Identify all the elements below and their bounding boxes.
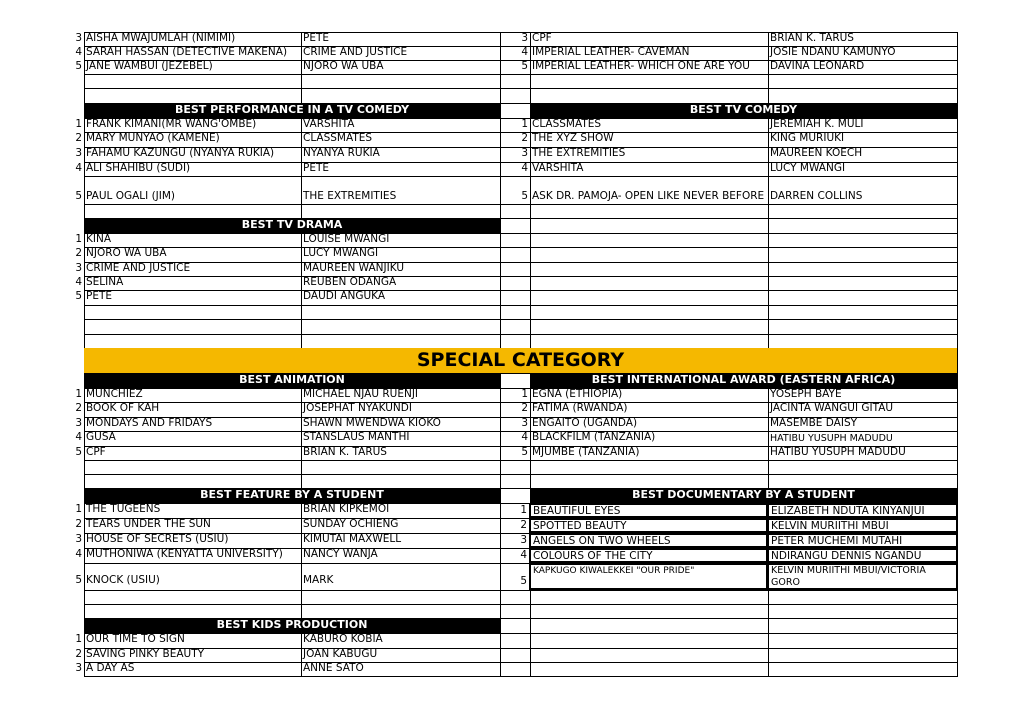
row-number: 1	[75, 233, 82, 245]
nominee-producer[interactable]: KELVIN MURIITHI MBUI/VICTORIA GORO	[771, 565, 926, 588]
nominee-producer[interactable]: JOAN KABUGU	[303, 648, 378, 660]
nominee-name[interactable]: JANE WAMBUI (JEZEBEL)	[86, 60, 213, 72]
row-number: 5	[521, 446, 528, 458]
row-number: 4	[75, 276, 82, 288]
row-number: 1	[75, 503, 82, 515]
category-header-tv-comedy: BEST TV COMEDY	[530, 103, 957, 118]
nominee-producer[interactable]: SHAWN MWENDWA KIOKO	[303, 417, 441, 429]
row-number: 2	[75, 132, 82, 144]
nominee-title[interactable]: ASK DR. PAMOJA- OPEN LIKE NEVER BEFORE	[532, 190, 765, 202]
grid-line	[84, 590, 958, 591]
nominee-name[interactable]: SARAH HASSAN (DETECTIVE MAKENA)	[86, 46, 288, 58]
nominee-title[interactable]: CPF	[532, 32, 552, 44]
nominee-producer[interactable]: LOUISE MWANGI	[303, 233, 390, 245]
grid-line	[84, 474, 958, 475]
nominee-producer[interactable]: DAVINA LEONARD	[770, 60, 865, 72]
category-header-feature-student: BEST FEATURE BY A STUDENT	[84, 488, 500, 503]
nominee-producer[interactable]: LUCY MWANGI	[770, 162, 846, 174]
row-number: 2	[75, 648, 82, 660]
nominee-producer[interactable]: YOSEPH BAYE	[770, 388, 842, 400]
row-number: 4	[75, 46, 82, 58]
nominee-title[interactable]: GUSA	[86, 431, 116, 443]
grid-line	[500, 32, 501, 348]
grid-line	[84, 176, 958, 177]
nominee-title[interactable]: TEARS UNDER THE SUN	[86, 518, 211, 530]
nominee-producer[interactable]: MASEMBE DAISY	[770, 417, 858, 429]
special-category-banner: SPECIAL CATEGORY	[84, 348, 957, 373]
nominee-producer[interactable]: REUBEN ODANGA	[303, 276, 397, 288]
nominee-title[interactable]: NJORO WA UBA	[86, 247, 167, 259]
nominee-show[interactable]: CRIME AND JUSTICE	[303, 46, 408, 58]
category-header-tv-comedy-performance: BEST PERFORMANCE IN A TV COMEDY	[84, 103, 500, 118]
row-number: 5	[521, 60, 528, 72]
row-number: 4	[521, 431, 528, 443]
nominee-producer[interactable]: MARK	[303, 574, 334, 586]
grid-line	[84, 460, 958, 461]
row-number: 5	[520, 575, 527, 587]
row-number: 3	[75, 662, 82, 674]
nominee-producer[interactable]: PETER MUCHEMI MUTAHI	[771, 535, 903, 547]
nominee-producer[interactable]: KABURO KOBIA	[303, 633, 383, 645]
row-number: 5	[75, 290, 82, 302]
grid-line	[84, 88, 958, 89]
nominee-producer[interactable]: ELIZABETH NDUTA KINYANJUI	[771, 505, 925, 517]
row-number: 3	[75, 417, 82, 429]
category-header-international: BEST INTERNATIONAL AWARD (EASTERN AFRICA)	[530, 373, 957, 388]
row-number: 1	[520, 504, 527, 516]
nominee-title[interactable]: IMPERIAL LEATHER- CAVEMAN	[532, 46, 690, 58]
nominee-title[interactable]: THE XYZ SHOW	[532, 132, 614, 144]
nominee-title[interactable]: THE TUGEENS	[86, 503, 161, 515]
nominee-name[interactable]: MARY MUNYAO (KAMENE)	[86, 132, 220, 144]
category-header-animation: BEST ANIMATION	[84, 373, 500, 388]
nominee-producer[interactable]: DARREN COLLINS	[770, 190, 863, 202]
category-header-tv-drama: BEST TV DRAMA	[84, 218, 500, 233]
nominee-title[interactable]: THE EXTREMITIES	[532, 147, 626, 159]
nominee-producer[interactable]: STANSLAUS MANTHI	[303, 431, 410, 443]
nominee-title[interactable]: ANGELS ON TWO WHEELS	[533, 535, 671, 547]
nominee-title[interactable]: BOOK OF KAH	[86, 402, 160, 414]
nominee-producer[interactable]: ANNE SATO	[303, 662, 364, 674]
nominee-title[interactable]: CPF	[86, 446, 106, 458]
nominee-show[interactable]: VARSHITA	[303, 118, 355, 130]
nominee-producer[interactable]: BRIAN K. TARUS	[770, 32, 854, 44]
row-number: 2	[521, 132, 528, 144]
nominee-title[interactable]: PETE	[86, 290, 113, 302]
nominee-producer[interactable]: NDIRANGU DENNIS NGANDU	[771, 550, 922, 562]
row-number: 3	[520, 534, 527, 546]
row-number: 3	[75, 147, 82, 159]
grid-line	[84, 305, 958, 306]
row-number: 1	[75, 633, 82, 645]
nominee-name[interactable]: FAHAMU KAZUNGU (NYANYA RUKIA)	[86, 147, 275, 159]
nominee-title[interactable]: VARSHITA	[532, 162, 584, 174]
nominee-title[interactable]: SAVING PINKY BEAUTY	[86, 648, 205, 660]
nominee-show[interactable]: NJORO WA UBA	[303, 60, 384, 72]
nominee-show[interactable]: NYANYA RUKIA	[303, 147, 380, 159]
row-number: 3	[75, 32, 82, 44]
grid-line	[84, 604, 958, 605]
row-number: 4	[521, 46, 528, 58]
nominee-title[interactable]: KAPKUGO KIWALEKKEI "OUR PRIDE"	[533, 566, 695, 576]
row-number: 2	[75, 402, 82, 414]
nominee-title[interactable]: COLOURS OF THE CITY	[533, 550, 653, 562]
nominee-title[interactable]: HOUSE OF SECRETS (USIU)	[86, 533, 229, 545]
nominee-title[interactable]: SPOTTED BEAUTY	[533, 520, 627, 532]
nominee-producer[interactable]: JOSEPHAT NYAKUNDI	[303, 402, 412, 414]
nominee-producer[interactable]: BRIAN K. TARUS	[303, 446, 387, 458]
nominee-title[interactable]: MJUMBE (TANZANIA)	[532, 446, 640, 458]
row-number: 2	[75, 247, 82, 259]
category-header-documentary-student: BEST DOCUMENTARY BY A STUDENT	[530, 488, 957, 503]
nominee-title[interactable]: A DAY AS	[86, 662, 135, 674]
row-number: 2	[521, 402, 528, 414]
row-number: 4	[75, 431, 82, 443]
row-number: 1	[521, 388, 528, 400]
nominee-producer[interactable]: MAUREEN WANJIKU	[303, 262, 405, 274]
nominee-producer[interactable]: KING MURIUKI	[770, 132, 845, 144]
nominee-producer[interactable]: MAUREEN KOECH	[770, 147, 863, 159]
row-number: 5	[75, 446, 82, 458]
nominee-producer[interactable]: KELVIN MURIITHI MBUI	[771, 520, 889, 532]
nominee-title[interactable]: ENGAITO (UGANDA)	[532, 417, 638, 429]
row-number: 3	[521, 417, 528, 429]
row-number: 3	[521, 32, 528, 44]
row-number: 1	[75, 118, 82, 130]
grid-line	[84, 74, 958, 75]
nominee-title[interactable]: KNOCK (USIU)	[86, 574, 160, 586]
nominee-producer[interactable]: HATIBU YUSUPH MADUDU	[770, 433, 893, 444]
row-number: 5	[75, 574, 82, 586]
nominee-producer[interactable]: JOSIE NDANU KAMUNYO	[770, 46, 896, 58]
row-number: 2	[75, 518, 82, 530]
nominee-title[interactable]: IMPERIAL LEATHER- WHICH ONE ARE YOU	[532, 60, 750, 72]
nominee-title[interactable]: KINA	[86, 233, 112, 245]
row-number: 3	[75, 533, 82, 545]
row-number: 5	[75, 190, 82, 202]
nominee-name[interactable]: FRANK KIMANI(MR WANG'OMBE)	[86, 118, 257, 130]
nominee-producer[interactable]: JEREMIAH K. MULI	[770, 118, 864, 130]
nominee-name[interactable]: PAUL OGALI (JIM)	[86, 190, 176, 202]
row-number: 5	[521, 190, 528, 202]
nominee-title[interactable]: MONDAYS AND FRIDAYS	[86, 417, 213, 429]
row-number: 3	[75, 262, 82, 274]
row-number: 4	[521, 162, 528, 174]
nominee-name[interactable]: ALI SHAHIBU (SUDI)	[86, 162, 191, 174]
nominee-title[interactable]: OUR TIME TO SIGN	[86, 633, 185, 645]
nominee-title[interactable]: BLACKFILM (TANZANIA)	[532, 431, 656, 443]
row-number: 1	[521, 118, 528, 130]
nominee-producer[interactable]: MICHAEL NJAU RUENJI	[303, 388, 419, 400]
row-number: 4	[75, 162, 82, 174]
nominee-title[interactable]: FATIMA (RWANDA)	[532, 402, 628, 414]
nominee-producer[interactable]: HATIBU YUSUPH MADUDU	[770, 446, 906, 458]
row-number: 1	[75, 388, 82, 400]
nominee-show[interactable]: THE EXTREMITIES	[303, 190, 397, 202]
nominee-show[interactable]: CLASSMATES	[303, 132, 373, 144]
nominee-title[interactable]: SELINA	[86, 276, 124, 288]
nominee-name[interactable]: AISHA MWAJUMLAH (NIMIMI)	[86, 32, 236, 44]
nominee-title[interactable]: BEAUTIFUL EYES	[533, 505, 621, 517]
nominee-producer[interactable]: SUNDAY OCHIENG	[303, 518, 399, 530]
category-header-kids-production: BEST KIDS PRODUCTION	[84, 618, 500, 633]
nominee-show[interactable]: PETE	[303, 32, 330, 44]
nominee-producer[interactable]: NANCY WANJA	[303, 548, 378, 560]
grid-line	[84, 319, 958, 320]
grid-line	[84, 334, 958, 335]
nominee-title[interactable]: CLASSMATES	[532, 118, 602, 130]
grid-line	[500, 373, 501, 677]
nominee-title[interactable]: MUNCHIEZ	[86, 388, 143, 400]
row-number: 4	[520, 549, 527, 561]
nominee-title[interactable]: MUTHONIWA (KENYATTA UNIVERSITY)	[86, 548, 283, 560]
grid-line	[84, 204, 958, 205]
nominee-show[interactable]: PETE	[303, 162, 330, 174]
nominee-producer[interactable]: LUCY MWANGI	[303, 247, 379, 259]
nominee-producer[interactable]: JACINTA WANGUI GITAU	[770, 402, 894, 414]
nominee-producer[interactable]: DAUDI ANGUKA	[303, 290, 386, 302]
grid-line	[84, 676, 958, 677]
row-number: 2	[520, 519, 527, 531]
row-number: 4	[75, 548, 82, 560]
nominee-producer[interactable]: KIMUTAI MAXWELL	[303, 533, 402, 545]
nominee-producer[interactable]: BRIAN KIPKEMOI	[303, 503, 390, 515]
row-number: 5	[75, 60, 82, 72]
row-number: 3	[521, 147, 528, 159]
nominee-title[interactable]: CRIME AND JUSTICE	[86, 262, 191, 274]
nominee-title[interactable]: EGNA (ETHIOPIA)	[532, 388, 623, 400]
